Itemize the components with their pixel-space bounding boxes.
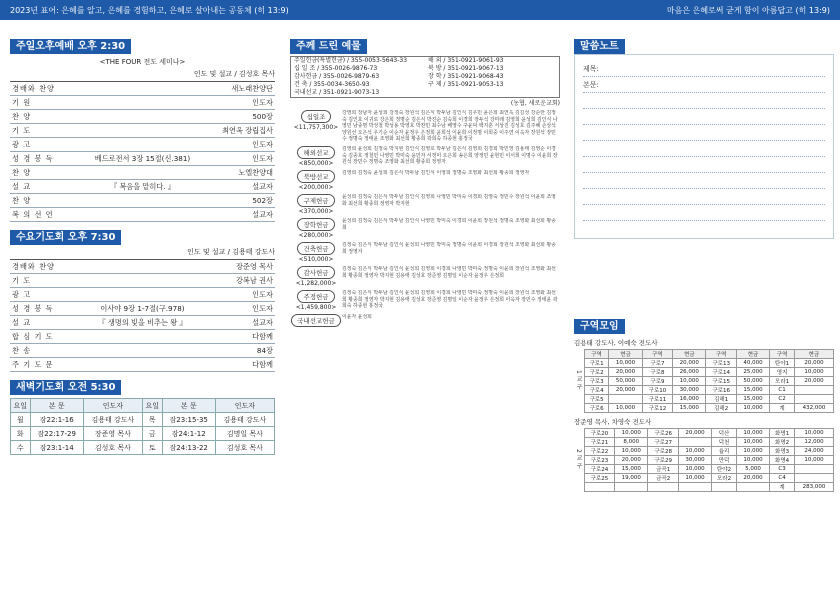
group-cell: 구로7 [642, 359, 673, 368]
group-cell: 김해1 [706, 395, 737, 404]
group-cell: 구로5 [584, 395, 609, 404]
group-cell: 20,000 [794, 359, 833, 368]
order-cell: 502장 [252, 195, 273, 205]
group-cell: 덕산 [712, 429, 737, 438]
group-cell: 10,000 [736, 447, 769, 456]
district-title: 구역모임 [574, 319, 625, 334]
order-row [10, 208, 275, 222]
dawn-cell: 잠23:1-14 [30, 441, 83, 455]
offering-names: 강영희 장남자 윤성희 강정숙 장원석 김은식 박두남 김인식 김우민 윤은희 최연옥 김길성 강순한 김정숙 김인호 이귀로 강은희 정명순 김은식 박진순 김숙희 이경희 장두석 강미래 김영희 윤성희 김인식 나영민 남종명 박성철 박성용 박영호 박찬민 최수남 배영수 구윤덕 백지훈 서상진 김성호 김주혜 손상석 양원선 오은석 우기순 이순자 윤정우 은정희 윤희석 이윤희 이정명 이희중 이주연 이옥자 장원석 장민수 정명숙 정태윤 조영화 최선희 황종희 곽희숙 하종현 홍정국 [342, 110, 558, 143]
group-cell: 계 [770, 483, 795, 492]
group-cell [678, 438, 711, 447]
offering-names: 이윤자 윤성희 [342, 313, 372, 320]
offering-name: 북방선교 [297, 170, 334, 183]
group-cell: 10,000 [609, 404, 642, 413]
group-cell: C4 [770, 474, 795, 483]
group-cell [712, 483, 737, 492]
offering-label [290, 242, 342, 263]
group-cell: 모라2 [712, 474, 737, 483]
offering-label [290, 194, 342, 215]
order-cell: 노엘찬양대 [238, 167, 273, 177]
group-cell: 모라1 [770, 377, 795, 386]
group-header: 현금 [673, 350, 706, 359]
order-cell: 다함께 [252, 359, 273, 369]
dawn-header: 본 문 [162, 399, 215, 413]
notes-title: 말씀노트 [574, 39, 625, 54]
table-row [584, 483, 833, 492]
order-cell: 광 고 [12, 289, 32, 299]
account-line: 장 학 / 351-0921-9068-43 [428, 73, 504, 80]
group-cell: 화명1 [770, 429, 795, 438]
offering-name: 구제헌금 [297, 194, 334, 207]
order-cell: 새노래찬양단 [231, 83, 273, 93]
offering-name: 십일조 [301, 110, 332, 123]
group-cell: 10,000 [794, 368, 833, 377]
table-row [11, 413, 275, 427]
offering-amount: <850,000> [298, 159, 334, 167]
order-cell: 인도자 [252, 153, 273, 163]
order-row [10, 330, 275, 344]
offering-label [290, 290, 342, 311]
group1-table [584, 349, 834, 413]
offering-name: 건축헌금 [297, 242, 334, 255]
group-cell [736, 483, 769, 492]
order-cell: 설교자 [252, 317, 273, 327]
offering-names: 김영희 김정숙 윤성희 김은식 박두남 김인식 이영희 정명숙 조영화 최선희 황종희 정영자 [342, 169, 530, 176]
group-cell: 10,000 [673, 377, 706, 386]
group-cell: 20,000 [615, 456, 648, 465]
group-header: 구역 [770, 350, 795, 359]
group-cell: 20,000 [609, 368, 642, 377]
group-cell: 구로22 [584, 447, 615, 456]
order-cell: 찬 양 [12, 195, 32, 205]
group-cell: 15,000 [736, 395, 769, 404]
dawn-cell: 월 [11, 413, 31, 427]
group-cell: 15,000 [673, 404, 706, 413]
sunday-leader: 인도 및 설교 / 김성호 목사 [10, 67, 275, 82]
group-cell: 구로29 [648, 456, 679, 465]
offering-names: 김정숙 김은식 박두남 김인식 윤성희 김영희 이경희 나영민 박미숙 정명숙 이윤희 장원석 조영화 최선희 황종희 정영자 박지현 김용태 김성호 장준영 김명일 이순자 윤정우 은정희 [342, 265, 556, 279]
group-cell: 구로12 [642, 404, 673, 413]
group-cell [794, 386, 833, 395]
order-cell: 찬 양 [12, 111, 32, 121]
offering-label [290, 266, 342, 287]
group-cell: 율리 [712, 447, 737, 456]
group-cell: 10,000 [678, 447, 711, 456]
group-cell: 구로26 [648, 429, 679, 438]
table-row [584, 377, 833, 386]
group-cell: 283,000 [794, 483, 833, 492]
group-cell: 구로14 [706, 368, 737, 377]
dawn-cell: 화 [11, 427, 31, 441]
group-cell: 구로11 [642, 395, 673, 404]
group-cell: 금곡1 [648, 465, 679, 474]
group-cell: 구로6 [584, 404, 609, 413]
offering-names: 김정숙 김은식 박두남 김인식 윤성희 나영민 박미숙 정명숙 이윤희 이경희 장원석 조영화 최선희 황종희 정영자 [342, 241, 556, 255]
offering-name: 주정헌금 [297, 290, 334, 303]
order-row [10, 316, 275, 330]
group-cell: 화명4 [770, 456, 795, 465]
year-motto: 2023년 표어: 은혜를 알고, 은혜를 경험하고, 은혜로 살아내는 공동체 (히 13:9) [10, 5, 289, 15]
group-cell: 432,000 [794, 404, 833, 413]
table-row [584, 359, 833, 368]
dawn-cell: 김성호 목사 [83, 441, 142, 455]
order-row [10, 358, 275, 372]
order-cell: 최연옥 장립집사 [222, 125, 273, 135]
order-cell: 경배와 찬양 [12, 83, 56, 93]
group-cell: 구로23 [584, 456, 615, 465]
offering-label [290, 314, 342, 328]
order-cell: 합 심 기 도 [12, 331, 54, 341]
group-cell: 계 [770, 404, 795, 413]
group1-label: 1 교 구 [575, 370, 582, 390]
order-row [10, 110, 275, 124]
order-cell: 성 경 봉 독 [12, 153, 54, 163]
group-cell: 26,000 [673, 368, 706, 377]
group-cell: 50,000 [736, 377, 769, 386]
account-line: 국내선교 / 351-0921-9073-13 [294, 89, 380, 96]
group-cell: 50,000 [609, 377, 642, 386]
dawn-header: 인도자 [215, 399, 274, 413]
sermon-notes[interactable] [574, 54, 834, 239]
group-cell [794, 474, 833, 483]
dawn-cell: 김성호 목사 [215, 441, 274, 455]
offering-names: 김정숙 김은식 박두남 김인식 윤성희 김영희 이경희 나영민 박미숙 정명숙 이윤희 장원석 조영화 최선희 황종희 정영자 박지현 김용태 김성호 장준영 김명일 이순자 윤정우 은정희 이옥자 장민수 정태윤 곽희숙 하종현 홍정국 [342, 289, 558, 310]
offering-item [290, 218, 560, 239]
order-cell: 500장 [252, 111, 273, 121]
order-cell: 기 도 [12, 125, 32, 135]
offering-item [290, 170, 560, 191]
dawn-cell: 잠23:15-35 [162, 413, 215, 427]
group-cell: 25,000 [736, 368, 769, 377]
order-cell: 설교자 [252, 181, 273, 191]
group-cell: 10,000 [678, 474, 711, 483]
dawn-cell: 목 [142, 413, 162, 427]
order-cell: 주 기 도 문 [12, 359, 54, 369]
dawn-title: 새벽기도회 오전 5:30 [10, 380, 121, 395]
group-cell: 30,000 [673, 386, 706, 395]
order-cell: 찬 송 [12, 345, 32, 355]
offering-amount: <510,000> [298, 255, 334, 263]
order-row [10, 96, 275, 110]
dawn-cell: 잠24:1-12 [162, 427, 215, 441]
group-cell: 탄야1 [770, 359, 795, 368]
table-row [584, 447, 833, 456]
offering-name: 국내선교헌금 [291, 314, 341, 327]
account-line: 구 제 / 351-0921-9053-13 [428, 81, 504, 88]
table-row [584, 438, 833, 447]
offering-amount: <1,282,000> [295, 279, 337, 287]
notes-text-label: 본문: [583, 77, 825, 93]
group-cell: 화명2 [770, 438, 795, 447]
group-cell: 10,000 [678, 465, 711, 474]
group-cell: 구로13 [706, 359, 737, 368]
table-row [584, 386, 833, 395]
order-cell: 강복남 권사 [235, 275, 273, 285]
group-cell [648, 483, 679, 492]
group-cell: 구로10 [642, 386, 673, 395]
group-cell: 10,000 [736, 404, 769, 413]
offering-amount: <280,000> [298, 231, 334, 239]
order-cell: 장준영 목사 [235, 261, 273, 271]
offering-amount: <11,757,300> [293, 124, 339, 131]
group-cell: 20,000 [794, 377, 833, 386]
dawn-cell: 장준영 목사 [83, 427, 142, 441]
order-cell: 설 교 [12, 317, 32, 327]
group-cell: 5,000 [736, 465, 769, 474]
group-cell [609, 395, 642, 404]
offering-item [290, 266, 560, 287]
group1-leader: 김용태 강도사, 이예숙 전도사 [574, 339, 658, 347]
group-cell: 화명3 [770, 447, 795, 456]
order-row [10, 344, 275, 358]
top-bar [0, 0, 840, 20]
order-row [10, 82, 275, 96]
offering-column [290, 34, 560, 328]
order-cell: 인도자 [252, 303, 273, 313]
dawn-header: 요일 [142, 399, 162, 413]
group-cell: 15,000 [736, 386, 769, 395]
group-cell: 40,000 [736, 359, 769, 368]
group-cell: 덕천 [712, 438, 737, 447]
sunday-title: 주일오후예배 오후 2:30 [10, 39, 131, 54]
dawn-cell: 잠22:17-29 [30, 427, 83, 441]
dawn-cell: 잠24:13-22 [162, 441, 215, 455]
table-row [584, 368, 833, 377]
order-row [10, 138, 275, 152]
account-line: 건 축 / 355-0034-3650-93 [294, 81, 370, 88]
group-cell: 구로15 [706, 377, 737, 386]
sunday-order [10, 82, 275, 222]
offering-title: 주께 드린 예물 [290, 39, 367, 54]
group-cell: 구로24 [584, 465, 615, 474]
group2-table [584, 428, 834, 492]
group-cell: 영지 [770, 368, 795, 377]
dawn-cell: 김명일 목사 [215, 427, 274, 441]
dawn-table [10, 398, 275, 455]
group-cell: 10,000 [794, 429, 833, 438]
dawn-cell: 김용태 강도사 [83, 413, 142, 427]
account-line: 주일헌금(특별헌금) / 355-0053-5643-33 [294, 57, 408, 64]
group2-label: 2 교 구 [575, 449, 582, 469]
group-cell [678, 483, 711, 492]
order-cell: 베드로전서 3장 15절(신.381) [94, 153, 191, 163]
dawn-cell: 잠22:1-16 [30, 413, 83, 427]
order-cell: 복 의 선 언 [12, 209, 54, 219]
account-line: 북 방 / 351-0921-9067-13 [428, 65, 504, 72]
group-cell: 20,000 [736, 474, 769, 483]
group-cell: 구로8 [642, 368, 673, 377]
offering-names: 김영희 윤성희 김정숙 박지현 김인식 김영호 박두남 김은식 김영희 김경희 박민영 김용태 김영순 이경숙 김종호 정철민 나영민 박미숙 윤민자 서정미 오은희 송은희 양정민 윤현민 이서희 이명수 이윤희 장원석 장민수 정명숙 조영화 최선희 황종희 정영자 [342, 145, 558, 166]
table-row [584, 456, 833, 465]
group-cell: 구로21 [584, 438, 615, 447]
sunday-subtitle: <THE FOUR 전도 세미나> [99, 58, 186, 66]
notes-title-label: 제목: [583, 61, 825, 77]
dawn-header: 요일 [11, 399, 31, 413]
group-cell: 구로3 [584, 377, 609, 386]
group-header: 구역 [584, 350, 609, 359]
order-cell: 설교자 [252, 209, 273, 219]
group-cell: 10,000 [736, 429, 769, 438]
group-cell: 구로16 [706, 386, 737, 395]
order-cell: 기 원 [12, 97, 32, 107]
account-table [290, 56, 560, 98]
offering-name: 해외선교 [297, 146, 334, 159]
group-cell: 금곡2 [648, 474, 679, 483]
order-row [10, 194, 275, 208]
group-cell: 김해2 [706, 404, 737, 413]
group-cell: C1 [770, 386, 795, 395]
account-line: 십 일 조 / 355-0026-9876-73 [294, 65, 378, 72]
offering-list [290, 110, 560, 328]
offering-name: 장학헌금 [297, 218, 334, 231]
offering-item [290, 110, 560, 143]
order-row [10, 260, 275, 274]
order-cell: 이사야 9장 1-7절(구.978) [100, 303, 185, 313]
worship-column [10, 34, 275, 455]
group-cell: C3 [770, 465, 795, 474]
group-cell: 구로1 [584, 359, 609, 368]
order-cell: 84장 [256, 345, 273, 355]
bank-name: (농협, 새로운교회) [510, 100, 560, 107]
offering-label [290, 146, 342, 167]
offering-item [290, 314, 560, 328]
group-cell: 구로27 [648, 438, 679, 447]
account-line [425, 89, 559, 97]
group-cell: 10,000 [615, 447, 648, 456]
offering-item [290, 290, 560, 311]
table-row [584, 429, 833, 438]
order-cell: 『 생명의 빛을 비추는 왕 』 [98, 317, 187, 327]
group-cell: C2 [770, 395, 795, 404]
offering-amount: <370,000> [298, 207, 334, 215]
offering-names: 윤성희 김정숙 김은식 박두남 김인식 김영희 나영민 박미숙 이경희 김영숙 정민수 장원석 이윤희 조영화 최선희 황종희 정영자 박지현 [342, 193, 556, 207]
group-cell: 10,000 [609, 359, 642, 368]
table-row [584, 404, 833, 413]
order-cell: 성 경 봉 독 [12, 303, 54, 313]
dawn-header: 인도자 [83, 399, 142, 413]
group-cell: 24,000 [794, 447, 833, 456]
group-cell [615, 483, 648, 492]
group2 [574, 426, 834, 492]
order-cell: 기 도 [12, 275, 32, 285]
group-cell: 구로28 [648, 447, 679, 456]
order-cell: 인도자 [252, 139, 273, 149]
group2-leader: 장준영 목사, 차영숙 전도사 [574, 418, 652, 426]
wednesday-order [10, 260, 275, 372]
offering-item [290, 194, 560, 215]
order-row [10, 166, 275, 180]
group-header: 현금 [794, 350, 833, 359]
order-cell: 인도자 [252, 97, 273, 107]
offering-label [290, 110, 342, 143]
order-cell: 『 복음을 맡히다. 』 [109, 181, 176, 191]
offering-amount: <200,000> [298, 183, 334, 191]
group-cell: 10,000 [615, 429, 648, 438]
group-cell: 구로4 [584, 386, 609, 395]
wednesday-title: 수요기도회 오후 7:30 [10, 230, 121, 245]
table-row [584, 465, 833, 474]
group-cell: 20,000 [609, 386, 642, 395]
dawn-cell: 금 [142, 427, 162, 441]
group-cell: 10,000 [794, 456, 833, 465]
order-cell: 설 교 [12, 181, 32, 191]
group1 [574, 347, 834, 413]
group-cell: 16,000 [673, 395, 706, 404]
order-cell: 광 고 [12, 139, 32, 149]
group-cell [794, 395, 833, 404]
offering-label [290, 170, 342, 191]
group-cell: 구로20 [584, 429, 615, 438]
dawn-header: 본 문 [30, 399, 83, 413]
dawn-cell: 김용태 강도사 [215, 413, 274, 427]
group-cell: 10,000 [736, 456, 769, 465]
table-row [11, 441, 275, 455]
group-cell: 30,000 [678, 456, 711, 465]
group-cell: 8,000 [615, 438, 648, 447]
order-row [10, 152, 275, 166]
group-cell: 12,000 [794, 438, 833, 447]
order-row [10, 180, 275, 194]
group-header: 현금 [609, 350, 642, 359]
offering-names: 윤성희 김정숙 김은식 박두남 김인식 나영민 박미숙 이경희 이윤희 장원석 정명숙 조영화 최선희 황종희 [342, 217, 556, 231]
offering-label [290, 218, 342, 239]
offering-amount: <1,459,800> [295, 303, 337, 311]
group-cell: 15,000 [615, 465, 648, 474]
offering-name: 감사헌금 [297, 266, 334, 279]
order-row [10, 288, 275, 302]
order-cell: 인도자 [252, 289, 273, 299]
order-row [10, 274, 275, 288]
table-row [584, 474, 833, 483]
order-row [10, 124, 275, 138]
group-cell: 만덕 [712, 456, 737, 465]
verse-motto: 마음은 은혜로써 굳게 함이 아름답고 (히 13:9) [666, 5, 830, 15]
dawn-cell: 수 [11, 441, 31, 455]
order-cell: 찬 양 [12, 167, 32, 177]
order-row [10, 302, 275, 316]
group-cell: 구로25 [584, 474, 615, 483]
account-line: 감사헌금 / 355-0026-9879-63 [294, 73, 380, 80]
group-header: 구역 [706, 350, 737, 359]
group-cell: 구로2 [584, 368, 609, 377]
group-cell: 구로9 [642, 377, 673, 386]
group-header: 구역 [642, 350, 673, 359]
offering-item [290, 242, 560, 263]
group-cell: 10,000 [736, 438, 769, 447]
group-header: 현금 [736, 350, 769, 359]
group-cell: 19,000 [615, 474, 648, 483]
group-cell: 20,000 [678, 429, 711, 438]
group-cell: 탄야2 [712, 465, 737, 474]
table-row [584, 395, 833, 404]
account-line: 해 외 / 351-0921-9061-93 [428, 57, 504, 64]
group-cell [794, 465, 833, 474]
table-row [11, 427, 275, 441]
order-cell: 경배와 찬양 [12, 261, 56, 271]
dawn-cell: 토 [142, 441, 162, 455]
group-cell [584, 483, 615, 492]
offering-item [290, 146, 560, 167]
wednesday-leader: 인도 및 설교 / 김용태 강도사 [10, 245, 275, 260]
side-column [574, 34, 834, 492]
group-cell: 20,000 [673, 359, 706, 368]
order-cell: 다함께 [252, 331, 273, 341]
